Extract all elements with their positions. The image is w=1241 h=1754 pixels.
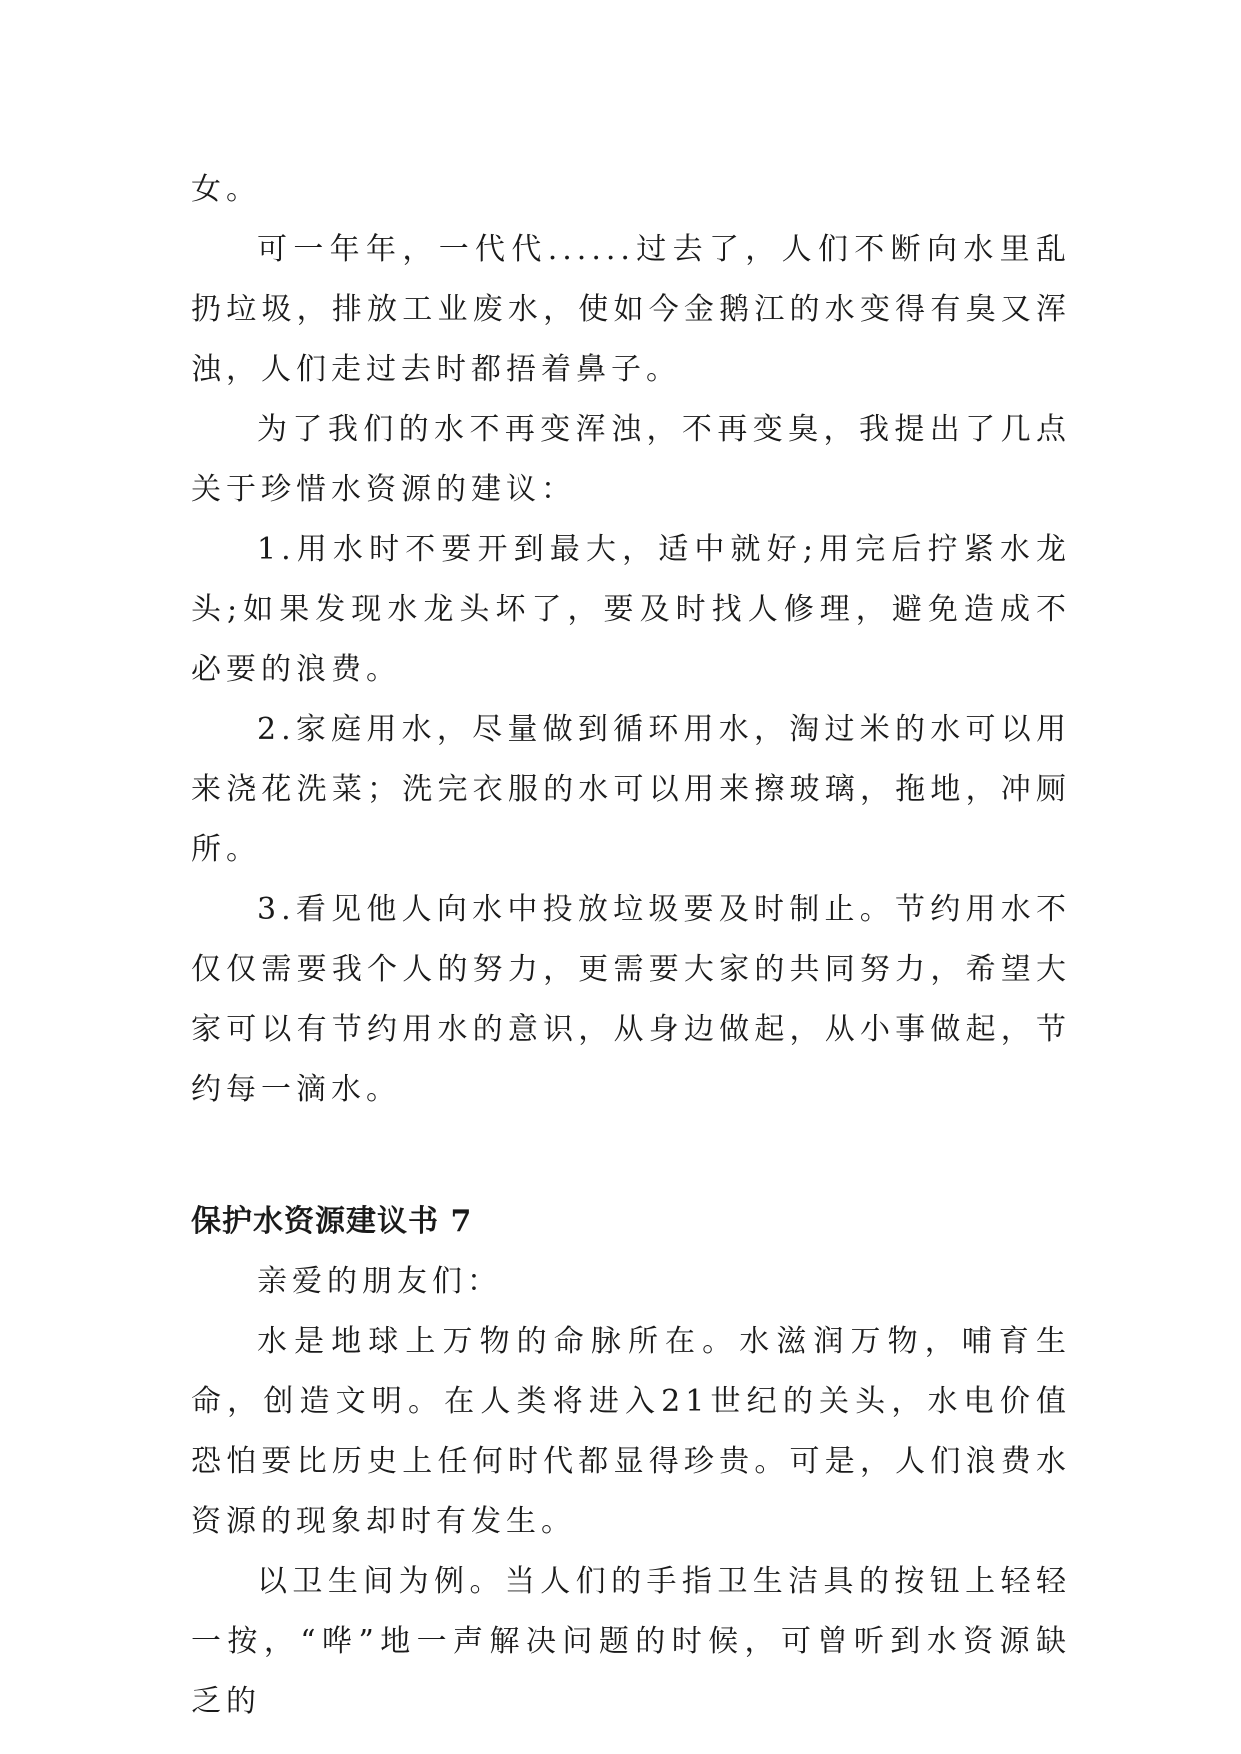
salutation: 亲爱的朋友们：: [257, 1264, 502, 1299]
paragraph-continuation: 女。: [191, 172, 261, 207]
suggestion-item-3: 3.看见他人向水中投放垃圾要及时制止。节约用水不仅仅需要我个人的努力，更需要大家的共同努力，希望大家可以有节约用水的意识，从身边做起，从小事做起，节约每一滴水。: [191, 892, 1071, 1107]
section-title: 保护水资源建议书 7: [191, 1204, 473, 1239]
paragraph-proposal-intro: 为了我们的水不再变浑浊，不再变臭，我提出了几点关于珍惜水资源的建议：: [191, 412, 1071, 507]
suggestion-item-2: 2.家庭用水，尽量做到循环用水，淘过米的水可以用来浇花洗菜；洗完衣服的水可以用来擦玻璃，拖地，冲厕所。: [191, 712, 1071, 867]
document-page: [191, 160, 1071, 1732]
suggestion-item-1: 1.用水时不要开到最大，适中就好;用完后拧紧水龙头;如果发现水龙头坏了，要及时找人修理，避免造成不必要的浪费。: [191, 532, 1071, 687]
paragraph-bathroom-example: 以卫生间为例。当人们的手指卫生洁具的按钮上轻轻一按，“哗”地一声解决问题的时候，可曾听到水资源缺乏的: [191, 1564, 1071, 1719]
paragraph-water-importance: 水是地球上万物的命脉所在。水滋润万物，哺育生命，创造文明。在人类将进入21世纪的关头，水电价值恐怕要比历史上任何时代都显得珍贵。可是，人们浪费水资源的现象却时有发生。: [191, 1324, 1071, 1539]
paragraph-pollution: 可一年年，一代代......过去了，人们不断向水里乱扔垃圾，排放工业废水，使如今金鹅江的水变得有臭又浑浊，人们走过去时都捂着鼻子。: [191, 232, 1071, 387]
